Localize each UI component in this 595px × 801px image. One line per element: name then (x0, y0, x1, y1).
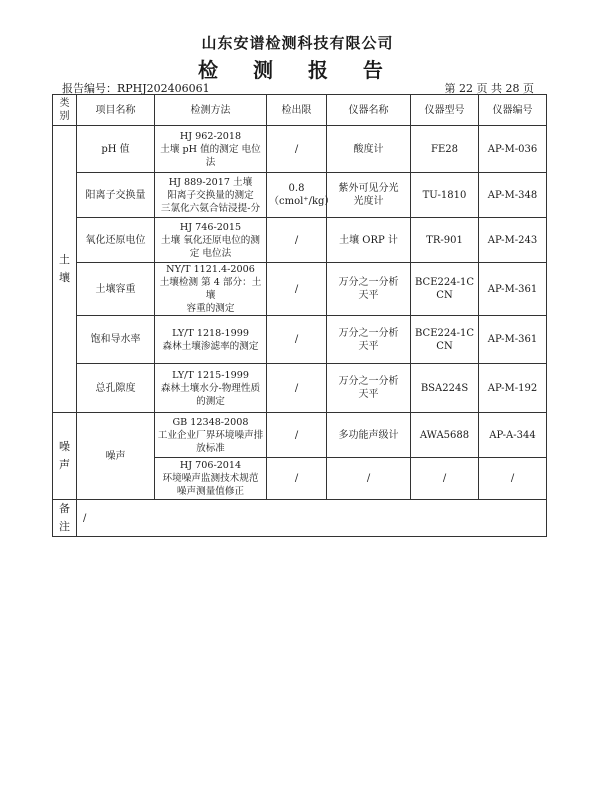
instrument-code: AP-M-192 (479, 364, 547, 413)
instrument-model: FE28 (411, 126, 479, 173)
instrument-code: AP-M-361 (479, 316, 547, 364)
header-code: 仪器编号 (479, 95, 547, 126)
detection-limit: / (267, 413, 327, 458)
test-method: HJ 746-2015 土壤 氧化还原电位的测 定 电位法 (155, 218, 267, 263)
test-method: LY/T 1218-1999 森林土壤渗滤率的测定 (155, 316, 267, 364)
item-name: 饱和导水率 (77, 316, 155, 364)
detection-limit: / (267, 218, 327, 263)
table-row (53, 263, 547, 316)
instrument-name: / (327, 458, 411, 500)
report-meta (52, 80, 546, 94)
table-header-row (53, 95, 547, 126)
instrument-code: / (479, 458, 547, 500)
instrument-model: BCE224-1C CN (411, 263, 479, 316)
note-label: 备注 (53, 500, 77, 537)
table-row (53, 126, 547, 173)
instrument-code: AP-M-348 (479, 173, 547, 218)
instrument-name: 土壤 ORP 计 (327, 218, 411, 263)
note-row (53, 500, 547, 537)
table-row (53, 218, 547, 263)
header-model: 仪器型号 (411, 95, 479, 126)
report-number: 报告编号：RPHJ202406061 (62, 82, 210, 95)
detection-limit: / (267, 364, 327, 413)
test-method: LY/T 1215-1999 森林土壤水分-物理性质 的测定 (155, 364, 267, 413)
instrument-model: / (411, 458, 479, 500)
instrument-model: TR-901 (411, 218, 479, 263)
instrument-model: BCE224-1C CN (411, 316, 479, 364)
item-name: pH 值 (77, 126, 155, 173)
detection-limit: 0.8 （cmol⁺/kg） (267, 173, 327, 218)
detection-limit: / (267, 458, 327, 500)
item-name: 阳离子交换量 (77, 173, 155, 218)
header-category: 类别 (53, 95, 77, 126)
instrument-code: AP-M-036 (479, 126, 547, 173)
test-method: HJ 889-2017 土壤 阳离子交换量的测定 三氯化六氨合钴浸提-分 (155, 173, 267, 218)
item-name: 噪声 (77, 413, 155, 500)
table-row (53, 413, 547, 458)
report-title: 检 测 报 告 (198, 58, 397, 82)
company-name: 山东安谱检测科技有限公司 (201, 34, 394, 52)
test-method: NY/T 1121.4-2006 土壤检测 第 4 部分：土壤 容重的测定 (155, 263, 267, 316)
test-method: HJ 706-2014 环境噪声监测技术规范 噪声测量值修正 (155, 458, 267, 500)
instrument-name: 多功能声级计 (327, 413, 411, 458)
detection-limit: / (267, 263, 327, 316)
instrument-model: BSA224S (411, 364, 479, 413)
instrument-model: TU-1810 (411, 173, 479, 218)
table-row (53, 173, 547, 218)
detection-limit: / (267, 126, 327, 173)
item-name: 总孔隙度 (77, 364, 155, 413)
test-method: GB 12348-2008 工业企业厂界环境噪声排 放标准 (155, 413, 267, 458)
test-method-table (52, 94, 547, 537)
table-row (53, 316, 547, 364)
test-method: HJ 962-2018 土壤 pH 值的测定 电位 法 (155, 126, 267, 173)
note-value: / (77, 500, 547, 537)
header-item: 项目名称 (77, 95, 155, 126)
category-noise: 噪声 (53, 413, 77, 500)
header-limit: 检出限 (267, 95, 327, 126)
instrument-name: 万分之一分析 天平 (327, 263, 411, 316)
instrument-name: 酸度计 (327, 126, 411, 173)
instrument-name: 紫外可见分光 光度计 (327, 173, 411, 218)
category-soil: 土壤 (53, 126, 77, 413)
instrument-code: AP-M-361 (479, 263, 547, 316)
instrument-model: AWA5688 (411, 413, 479, 458)
page-info: 第 22 页 共 28 页 (444, 82, 534, 95)
item-name: 土壤容重 (77, 263, 155, 316)
instrument-name: 万分之一分析 天平 (327, 316, 411, 364)
instrument-code: AP-M-243 (479, 218, 547, 263)
item-name: 氧化还原电位 (77, 218, 155, 263)
table-row (53, 364, 547, 413)
header-method: 检测方法 (155, 95, 267, 126)
header-instrument: 仪器名称 (327, 95, 411, 126)
instrument-name: 万分之一分析 天平 (327, 364, 411, 413)
detection-limit: / (267, 316, 327, 364)
instrument-code: AP-A-344 (479, 413, 547, 458)
